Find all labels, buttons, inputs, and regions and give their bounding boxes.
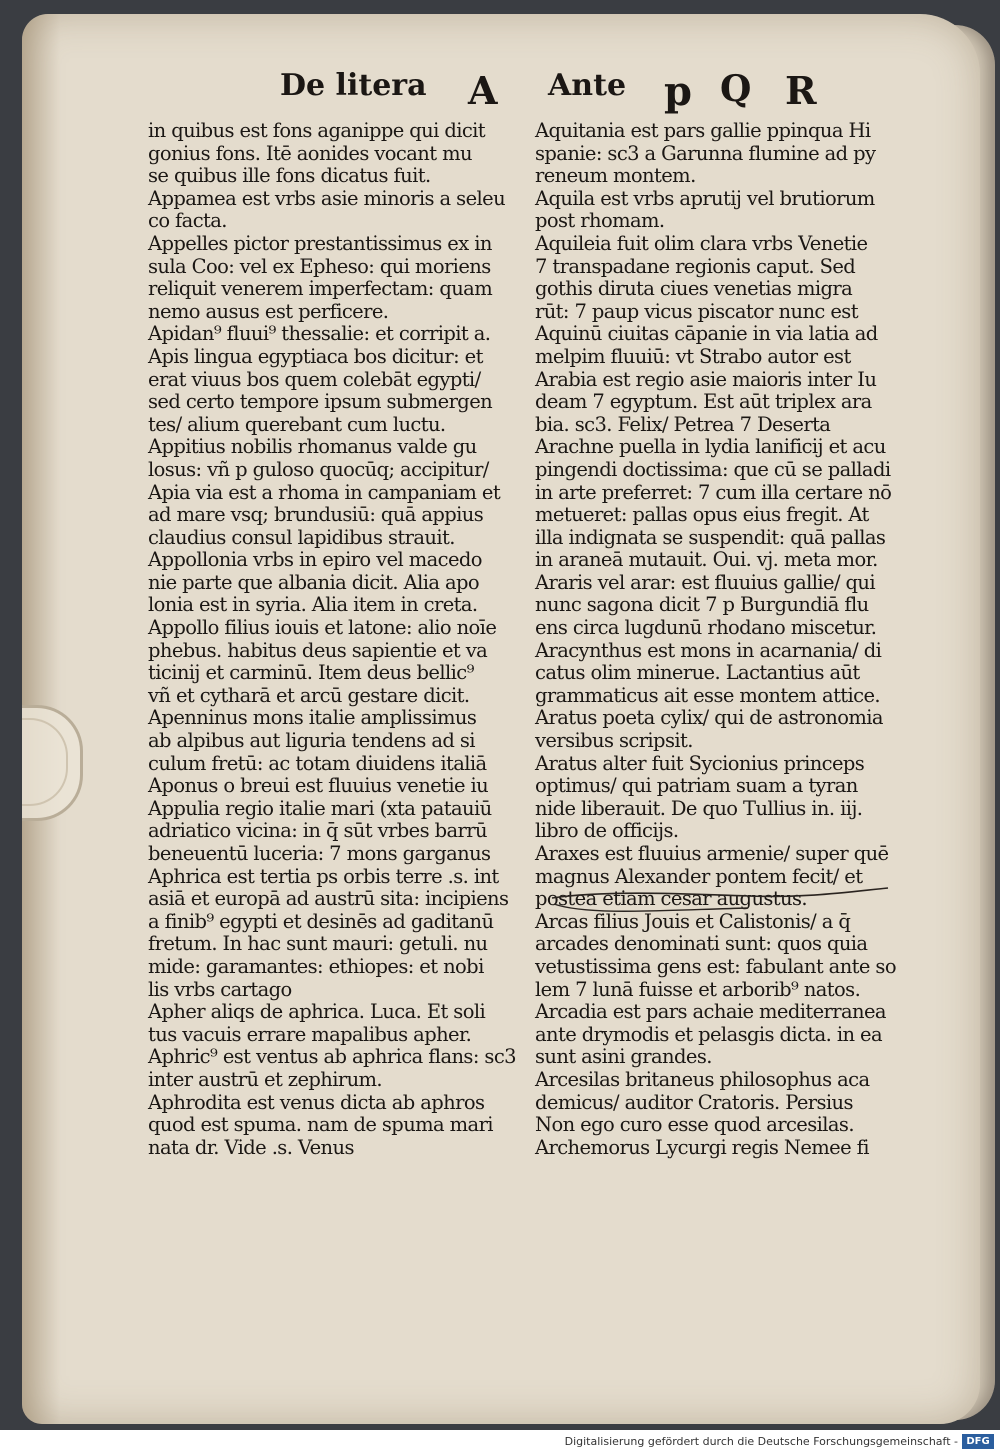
right-column-line: lem 7 lunā fuisse et arborib⁹ natos. (535, 977, 861, 1001)
left-column-line: lonia est in syria. Alia item in creta. (148, 593, 478, 617)
left-column-line: tes/ alium querebant cum luctu. (148, 412, 446, 436)
header-ante: Ante (548, 68, 627, 103)
right-column-line: ens circa lugdunū rhodano miscetur. (535, 616, 877, 640)
left-column-line: tus vacuis errare mapalibus apher. (148, 1022, 472, 1046)
left-column-line: Aphric⁹ est ventus ab aphrica flans: sc3 (148, 1045, 516, 1069)
right-column-line: post rhomam. (535, 209, 665, 233)
left-column-line: co facta. (148, 209, 227, 233)
right-column-line: Arabia est regio asie maioris inter Iu (535, 367, 877, 391)
right-column-line: Arcadia est pars achaie mediterranea (535, 1000, 886, 1024)
left-column-line: culum fretū: ac totam diuidens italiā (148, 751, 487, 775)
left-column-line: a finib⁹ egypti et desinēs ad gaditanū (148, 909, 494, 933)
left-column-line: mide: garamantes: ethiopes: et nobi (148, 954, 484, 978)
left-column-line: losus: vñ p guloso quocūq; accipitur/ (148, 457, 489, 481)
right-text-column (535, 120, 935, 1159)
left-column-line: Apher aliqs de aphrica. Luca. Et soli (148, 1000, 486, 1024)
right-column-line: rūt: 7 paup vicus piscator nunc est (535, 299, 858, 323)
left-column-line: Aphrodita est venus dicta ab aphros (148, 1090, 485, 1114)
right-column-line: gothis diruta ciues venetias migra (535, 277, 853, 301)
right-column-line: magnus Alexander pontem fecit/ et (535, 864, 863, 888)
left-column-line: Apidan⁹ fluui⁹ thessalie: et corripit a. (148, 322, 491, 346)
left-column-line: Aponus o breui est fluuius venetie iu (148, 774, 489, 798)
left-column-line: Aphrica est tertia ps orbis terre .s. int (148, 864, 499, 888)
right-column-line: vetustissima gens est: fabulant ante so (535, 954, 896, 978)
right-column-line: Non ego curo esse quod arcesilas. (535, 1113, 854, 1137)
right-column-line: Araxes est fluuius armenie/ super quē (535, 842, 889, 865)
right-column-line: Arcas filius Jouis et Calistonis/ a q̄ (535, 909, 851, 933)
right-column-line: spanie: sc3 a Garunna flumine ad py (535, 141, 876, 165)
header-letter-a: A (468, 68, 498, 113)
right-column-line: deam 7 egyptum. Est aūt triplex ara (535, 390, 872, 414)
right-column-line: pingendi doctissima: que cū se palladi (535, 457, 891, 481)
right-column-line: Aquila est vrbs aprutij vel brutiorum (535, 186, 875, 210)
left-column-line: claudius consul lapidibus strauit. (148, 525, 455, 549)
left-column-line: ad mare vsq; brundusiū: quā appius (148, 503, 484, 527)
left-column-line: sed certo tempore ipsum submergen (148, 390, 493, 414)
left-column-line: lis vrbs cartago (148, 977, 292, 1001)
left-column-line: gonius fons. Itē aonides vocant mu (148, 141, 472, 165)
right-column-line: versibus scripsit. (535, 729, 693, 753)
right-column-line: nide liberauit. De quo Tullius in. iij. (535, 796, 863, 820)
left-column-line: nata dr. Vide .s. Venus (148, 1135, 354, 1159)
left-column-line: quod est spuma. nam de spuma mari (148, 1113, 493, 1137)
left-column-line: inter austrū et zephirum. (148, 1067, 383, 1091)
right-column-line: catus olim minerue. Lactantius aūt (535, 661, 860, 685)
left-column-line: erat viuus bos quem colebāt egypti/ (148, 367, 481, 391)
right-column-line: in araneā mutauit. Oui. vj. meta mor. (535, 548, 878, 572)
right-column-line: sunt asini grandes. (535, 1045, 712, 1069)
left-column-line: Appelles pictor prestantissimus ex in (148, 231, 492, 255)
left-column-line: reliquit venerem imperfectam: quam (148, 277, 493, 301)
right-column-line: arcades denominati sunt: quos quia (535, 932, 868, 956)
right-column-line: Aratus alter fuit Sycionius princeps (535, 751, 865, 775)
left-column-line: ab alpibus aut liguria tendens ad si (148, 729, 475, 753)
right-column-line: Archemorus Lycurgi regis Nemee fi (535, 1135, 869, 1159)
right-column-line: optimus/ qui patriam suam a tyran (535, 774, 858, 798)
right-column-line: in arte preferret: 7 cum illa certare nō (535, 480, 892, 504)
left-column-line: vñ et cytharā et arcū gestare dicit. (148, 683, 470, 707)
right-column-line: nunc sagona dicit 7 p Burgundiā flu (535, 593, 869, 617)
left-column-line: beneuentū luceria: 7 mons garganus (148, 842, 491, 865)
right-column-line: metueret: pallas opus eius fregit. At (535, 503, 869, 527)
right-column-line: libro de officijs. (535, 819, 679, 843)
right-column-line: 7 transpadane regionis caput. Sed (535, 254, 856, 278)
right-column-line: Arcesilas britaneus philosophus aca (535, 1067, 870, 1091)
right-column-line: Aquinū ciuitas cāpanie in via latia ad (535, 322, 878, 346)
left-column-line: Appollo filius iouis et latone: alio noīe (148, 616, 497, 640)
left-column-line: Appollonia vrbs in epiro vel macedo (148, 548, 482, 572)
left-column-line: phebus. habitus deus sapientie et va (148, 638, 488, 662)
footer-credit: Digitalisierung gefördert durch die Deutsche Forschungsgemeinschaft - (564, 1435, 958, 1448)
left-column-line: adriatico vicina: in q̄ sūt vrbes barrū (148, 819, 487, 843)
footer-bar (0, 1430, 1000, 1455)
header-letter-p: p (664, 68, 692, 115)
header-letter-r: R (785, 68, 817, 113)
right-column-line: Araris vel arar: est fluuius gallie/ qui (535, 570, 876, 594)
left-column-line: in quibus est fons aganippe qui dicit (148, 119, 486, 142)
left-column-line: Appulia regio italie mari (xta patauiū (148, 796, 492, 820)
left-column-line: Appamea est vrbs asie minoris a seleu (148, 186, 506, 210)
right-column-line: ante drymodis et pelasgis dicta. in ea (535, 1022, 882, 1046)
right-column-line: grammaticus ait esse montem attice. (535, 683, 881, 707)
right-column-line: Arachne puella in lydia lanificij et acu (535, 435, 886, 459)
left-column-line: Apenninus mons italie amplissimus (148, 706, 477, 730)
right-column-line: bia. sc3. Felix/ Petrea 7 Deserta (535, 412, 831, 436)
right-column-line: Aratus poeta cylix/ qui de astronomia (535, 706, 883, 730)
header-letter-q: Q (720, 68, 752, 110)
left-text-column (148, 120, 528, 1159)
right-column-line: demicus/ auditor Cratoris. Persius (535, 1090, 853, 1114)
left-column-line: se quibus ille fons dicatus fuit. (148, 164, 431, 188)
left-column-line: Appitius nobilis rhomanus valde gu (148, 435, 477, 459)
right-column-line: melpim fluuiū: vt Strabo autor est (535, 344, 851, 368)
right-column-line: reneum montem. (535, 164, 696, 188)
dfg-logo: DFG (962, 1434, 994, 1449)
left-column-line: fretum. In hac sunt mauri: getuli. nu (148, 932, 488, 956)
left-column-line: Apis lingua egyptiaca bos dicitur: et (148, 344, 483, 368)
left-column-line: Apia via est a rhoma in campaniam et (148, 480, 501, 504)
left-column-line: ticinij et carminū. Item deus bellic⁹ (148, 661, 474, 685)
left-column-line: nie parte que albania dicit. Alia apo (148, 570, 480, 594)
header-de-litera: De litera (280, 68, 427, 103)
left-column-line: nemo ausus est perficere. (148, 299, 389, 323)
right-column-line: Aracynthus est mons in acarnania/ di (535, 638, 882, 662)
right-column-line: postea etiam cesar augustus. (535, 887, 808, 911)
right-column-line: Aquitania est pars gallie ppinqua Hi (535, 119, 871, 142)
right-column-line: Aquileia fuit olim clara vrbs Venetie (535, 231, 868, 255)
left-column-line: asiā et europā ad austrū sita: incipiens (148, 887, 509, 911)
left-column-line: sula Coo: vel ex Epheso: qui moriens (148, 254, 491, 278)
right-column-line: illa indignata se suspendit: quā pallas (535, 525, 886, 549)
